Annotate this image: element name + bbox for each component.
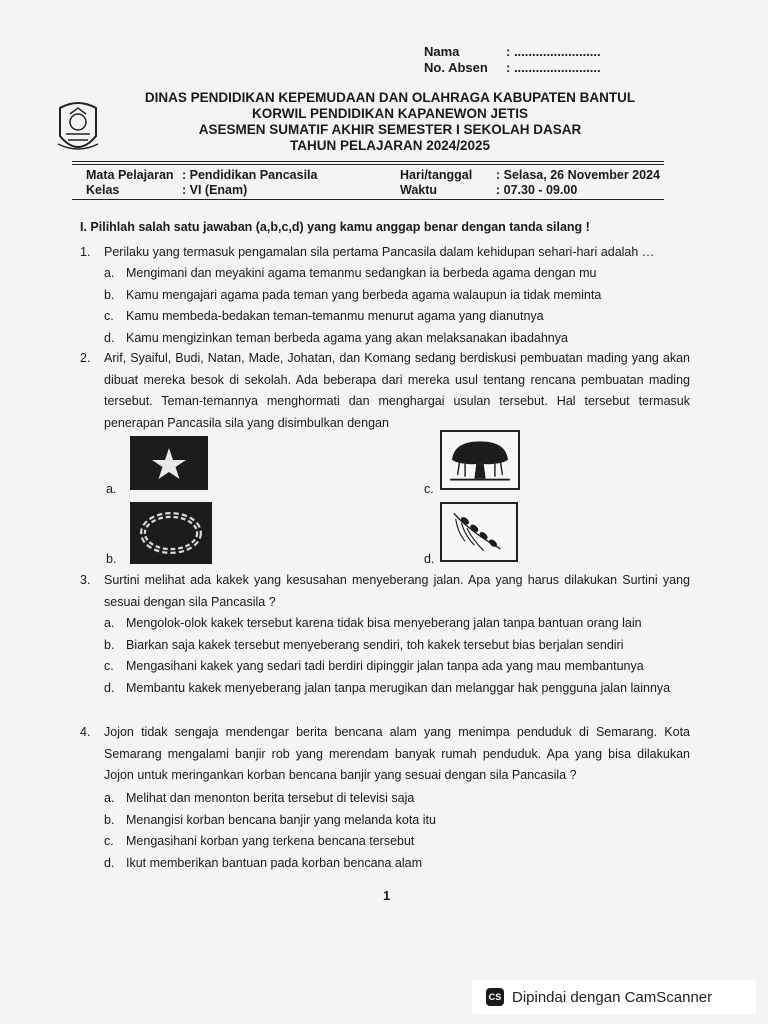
camscanner-text: Dipindai dengan CamScanner: [512, 988, 713, 1006]
camscanner-logo-icon: CS: [486, 988, 504, 1006]
question-number: 1.: [80, 245, 91, 259]
student-identity: [424, 44, 601, 76]
question-4-options: [104, 788, 694, 874]
option-b[interactable]: b. Kamu mengajari agama pada teman yang berbeda agama walaupun ia tidak meminta: [104, 287, 602, 302]
waktu-value: : 07.30 - 09.00: [496, 183, 578, 197]
question-2: [80, 348, 690, 434]
hari-label: Hari/tanggal: [400, 168, 473, 182]
instruction: I. Pilihlah salah satu jawaban (a,b,c,d) yang kamu anggap benar dengan tanda silang !: [80, 220, 590, 234]
option-c[interactable]: c. Kamu membeda-bedakan teman-temanmu menurut agama yang dianutnya: [104, 309, 544, 324]
question-number: 4.: [80, 725, 91, 739]
header-divider-bottom: [72, 199, 664, 200]
chain-symbol-icon[interactable]: [130, 502, 212, 564]
rice-cotton-symbol-icon[interactable]: [440, 502, 518, 562]
banyan-tree-symbol-icon[interactable]: [440, 430, 520, 490]
option-b[interactable]: b.: [106, 552, 117, 566]
question-4: [80, 722, 690, 787]
option-b[interactable]: b. Menangisi korban bencana banjir yang melanda kota itu: [104, 812, 436, 827]
question-stem: Arif, Syaiful, Budi, Natan, Made, Johatan, dan Komang sedang berdiskusi pembuatan mading yang akan dibuat mereka besok di sekolah. Ada beberapa dari mereka usul tentang rencana pembuatan mading tersebut. Teman-temannya menghormati dan menghargai usulan tersebut. Hal tersebut termasuk penerapan Pancasila sila yang disimbulkan dengan: [104, 351, 690, 430]
nama-label: Nama: [424, 44, 460, 59]
option-a[interactable]: a.: [106, 482, 117, 496]
question-stem: Perilaku yang termasuk pengamalan sila pertama Pancasila dalam kehidupan sehari-hari adalah …: [104, 245, 655, 259]
mapel-label: Mata Pelajaran: [86, 168, 174, 182]
question-stem: Jojon tidak sengaja mendengar berita bencana alam yang menimpa penduduk di Semarang. Kota Semarang mengalami banjir rob yang merendam banyak rumah penduduk. Apa yang bisa dilakukan Jojon untuk meringankan korban bencana banjir yang sesuai dengan sila Pancasila ?: [104, 725, 690, 783]
option-d[interactable]: d. Kamu mengizinkan teman berbeda agama yang akan melaksanakan ibadahnya: [104, 330, 568, 345]
absen-field[interactable]: : ........................: [506, 60, 601, 75]
option-b[interactable]: b. Biarkan saja kakek tersebut menyeberang sendiri, toh kakek tersebut bias berjalan sendiri: [104, 637, 624, 652]
header-divider-top-2: [72, 164, 664, 165]
option-a[interactable]: a. Melihat dan menonton berita tersebut di televisi saja: [104, 791, 415, 805]
header-line-2: KORWIL PENDIDIKAN KAPANEWON JETIS: [251, 106, 529, 121]
option-d[interactable]: d. Ikut memberikan bantuan pada korban bencana alam: [104, 855, 423, 870]
question-1: [80, 242, 690, 264]
star-symbol-icon[interactable]: [130, 436, 208, 490]
header-divider-top: [72, 161, 664, 162]
hari-value: : Selasa, 26 November 2024: [496, 168, 660, 182]
question-3-options: [104, 613, 694, 699]
bantul-emblem-icon: [56, 100, 100, 158]
question-1-options: [104, 263, 694, 349]
page-number: 1: [383, 888, 391, 903]
option-c[interactable]: c.: [424, 482, 434, 496]
option-a[interactable]: a. Mengolok-olok kakek tersebut karena tidak bisa menyeberang jalan tanpa bantuan orang lain: [104, 616, 642, 630]
absen-label: No. Absen: [424, 60, 488, 75]
header-line-3: ASESMEN SUMATIF AKHIR SEMESTER I SEKOLAH DASAR: [198, 122, 582, 137]
option-d[interactable]: d. Membantu kakek menyeberang jalan tanpa merugikan dan melanggar hak pengguna jalan lainnya: [104, 680, 671, 695]
nama-field[interactable]: : ........................: [506, 44, 601, 59]
option-a[interactable]: a. Mengimani dan meyakini agama temanmu sedangkan ia berbeda agama dengan mu: [104, 266, 597, 280]
camscanner-watermark: [472, 980, 756, 1014]
kelas-value: : VI (Enam): [182, 183, 248, 197]
question-number: 3.: [80, 573, 91, 587]
header-line-4: TAHUN PELAJARAN 2024/2025: [289, 138, 491, 153]
option-d[interactable]: d.: [424, 552, 435, 566]
option-c[interactable]: c. Mengasihani kakek yang sedari tadi berdiri dipinggir jalan tanpa ada yang mau membantunya: [104, 659, 644, 674]
option-c[interactable]: c. Mengasihani korban yang terkena bencana tersebut: [104, 834, 415, 849]
exam-info: [86, 168, 666, 198]
kelas-label: Kelas: [86, 183, 120, 197]
header-line-1: DINAS PENDIDIKAN KEPEMUDAAN DAN OLAHRAGA KABUPATEN BANTUL: [144, 90, 636, 105]
question-3: [80, 570, 690, 613]
question-stem: Surtini melihat ada kakek yang kesusahan menyeberang jalan. Apa yang harus dilakukan Surtini yang sesuai dengan sila Pancasila ?: [104, 573, 690, 609]
mapel-value: : Pendidikan Pancasila: [182, 168, 318, 182]
exam-header: [100, 90, 680, 154]
question-number: 2.: [80, 351, 91, 365]
waktu-label: Waktu: [400, 183, 438, 197]
